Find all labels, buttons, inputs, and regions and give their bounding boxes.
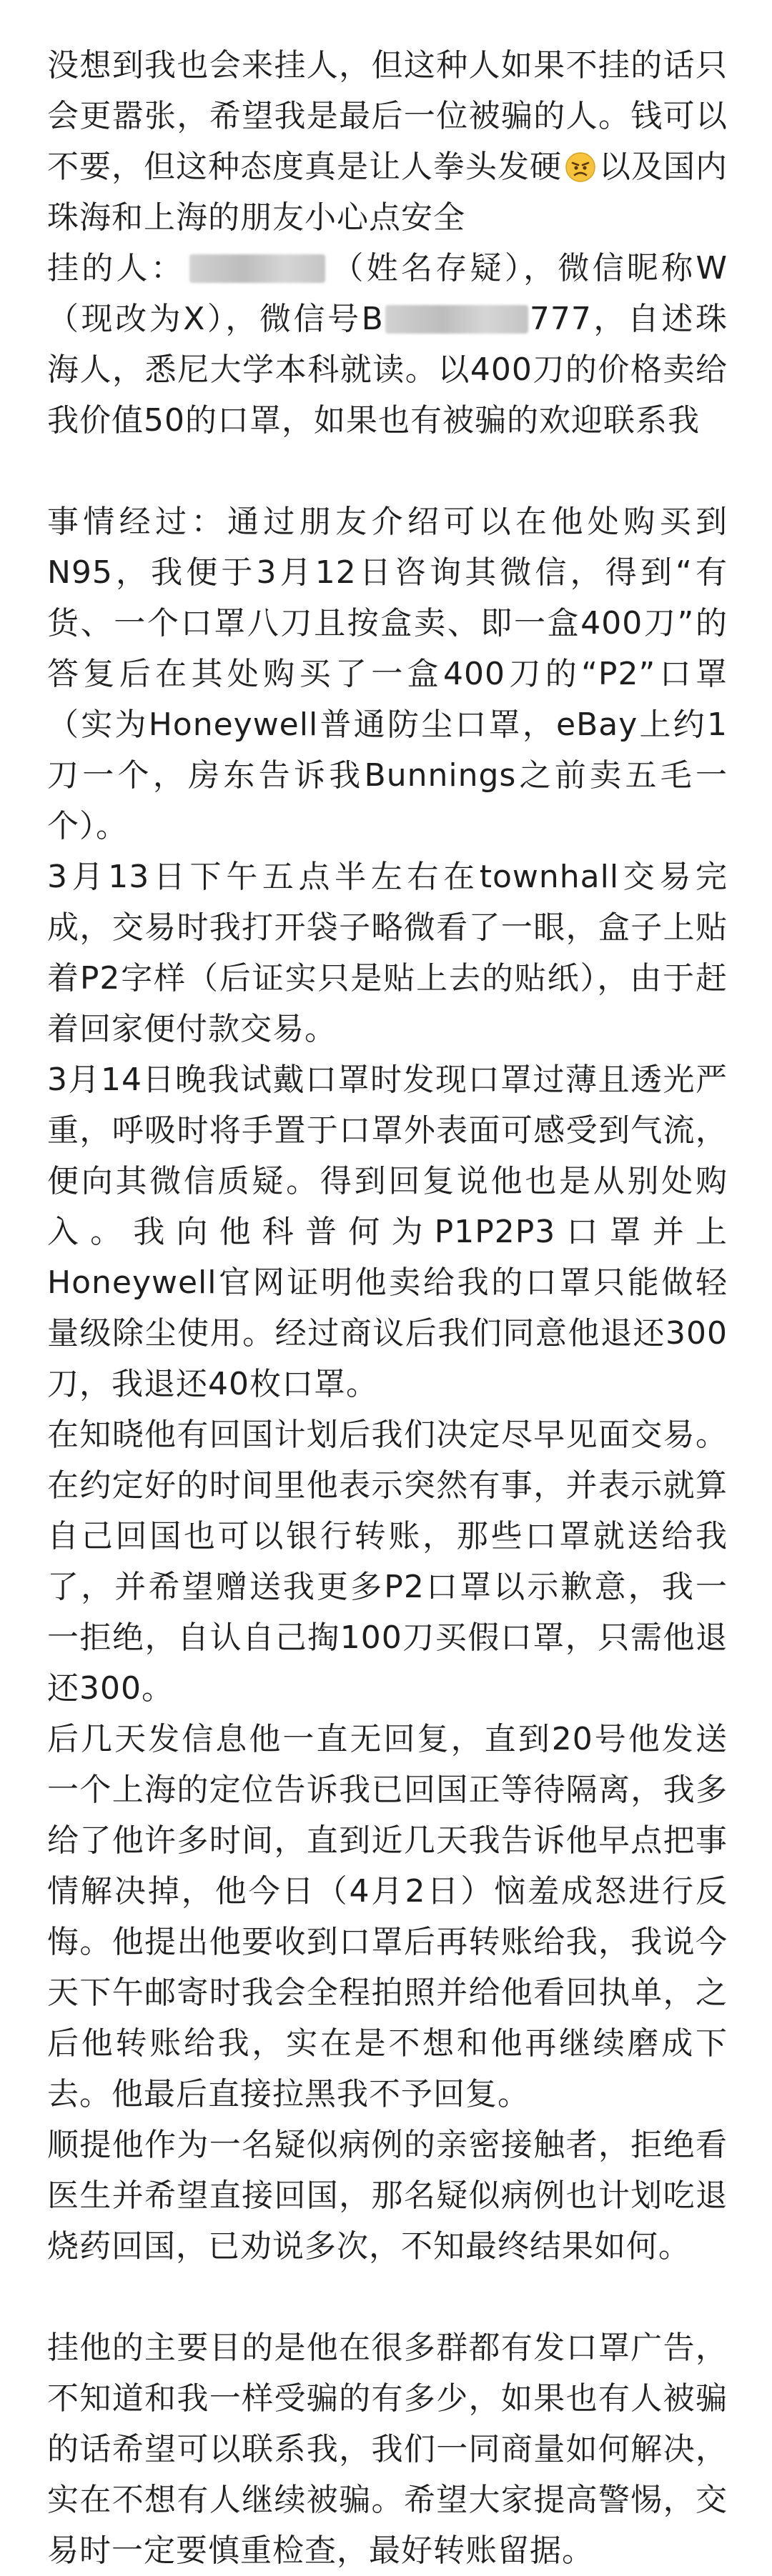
paragraph-spacer (47, 2272, 728, 2322)
story-paragraph: 在知晓他有回国计划后我们决定尽早见面交易。在约定好的时间里他表示突然有事，并表示就算自己回国也可以银行转账，那些口罩就送给我了，并希望赠送我更多P2口罩以示歉意，我一一拒绝，自认自己掏100刀买假口罩，只需他退还300。 (47, 1417, 728, 1707)
story-paragraph: 后几天发信息他一直无回复，直到20号他发送一个上海的定位告诉我已回国正等待隔离，我多给了他许多时间，直到近几天我告诉他早点把事情解决掉，他今日（4月2日）恼羞成怒进行反悔。他提出他要收到口罩后再转账给我，我说今天下午邮寄时我会全程拍照并给他看回执单，之后他转账给我，实在是不想和他再继续磨成下去。他最后直接拉黑我不予回复。 (47, 1721, 728, 2112)
story-paragraph: 3月14日晚我试戴口罩时发现口罩过薄且透光严重，呼吸时将手置于口罩外表面可感受到气流，便向其微信质疑。得到回复说他也是从别处购入。我向他科普何为P1P2P3口罩并上Honeywell官网证明他卖给我的口罩只能做轻量级除尘使用。经过商议后我们同意他退还300刀，我退还40枚口罩。 (47, 1062, 728, 1402)
intro-text-continued: 以及国内珠海和上海的朋友小心点安全 (47, 149, 728, 236)
redacted-name (189, 254, 325, 283)
paragraph-spacer (47, 446, 728, 496)
intro-paragraph (47, 40, 728, 243)
closing-paragraph: 挂他的主要目的是他在很多群都有发口罩广告，不知道和我一样受骗的有多少，如果也有人被骗的话希望可以联系我，我们一同商量如何解决，实在不想有人继续被骗。希望大家提高警惕，交易时一定要慎重检查，最好转账留据。 (47, 2330, 728, 2569)
target-name-note: （姓名存疑），微信昵称W（现改为X），微信号B (47, 250, 728, 337)
story-paragraph: 顺提他作为一名疑似病例的亲密接触者，拒绝看医生并希望直接回国，那名疑似病例也计划吃退烧药回国，已劝说多次，不知最终结果如何。 (47, 2127, 728, 2265)
story-paragraph: 事情经过：通过朋友介绍可以在他处购买到N95，我便于3月12日咨询其微信，得到“有货、一个口罩八刀且按盒卖、即一盒400刀”的答复后在其处购买了一盒400刀的“P2”口罩（实为Honeywell普通防尘口罩，eBay上约1刀一个，房东告诉我Bunnings之前卖五毛一个）。 (47, 504, 728, 844)
angry-face-icon (565, 147, 596, 179)
target-paragraph (47, 243, 728, 446)
target-wechat-suffix: 777，自述珠海人，悉尼大学本科就读。以400刀的价格卖给我价值50的口罩，如果也有被骗的欢迎联系我 (47, 301, 728, 439)
intro-text: 没想到我也会来挂人，但这种人如果不挂的话只会更嚣张，希望我是最后一位被骗的人。钱可以不要，但这种态度真是让人拳头发硬 (47, 47, 728, 185)
redacted-wechat-id (385, 305, 528, 334)
story-paragraph: 3月13日下午五点半左右在townhall交易完成，交易时我打开袋子略微看了一眼，盒子上贴着P2字样（后证实只是贴上去的贴纸），由于赶着回家便付款交易。 (47, 859, 728, 1047)
target-label: 挂的人： (47, 250, 186, 286)
